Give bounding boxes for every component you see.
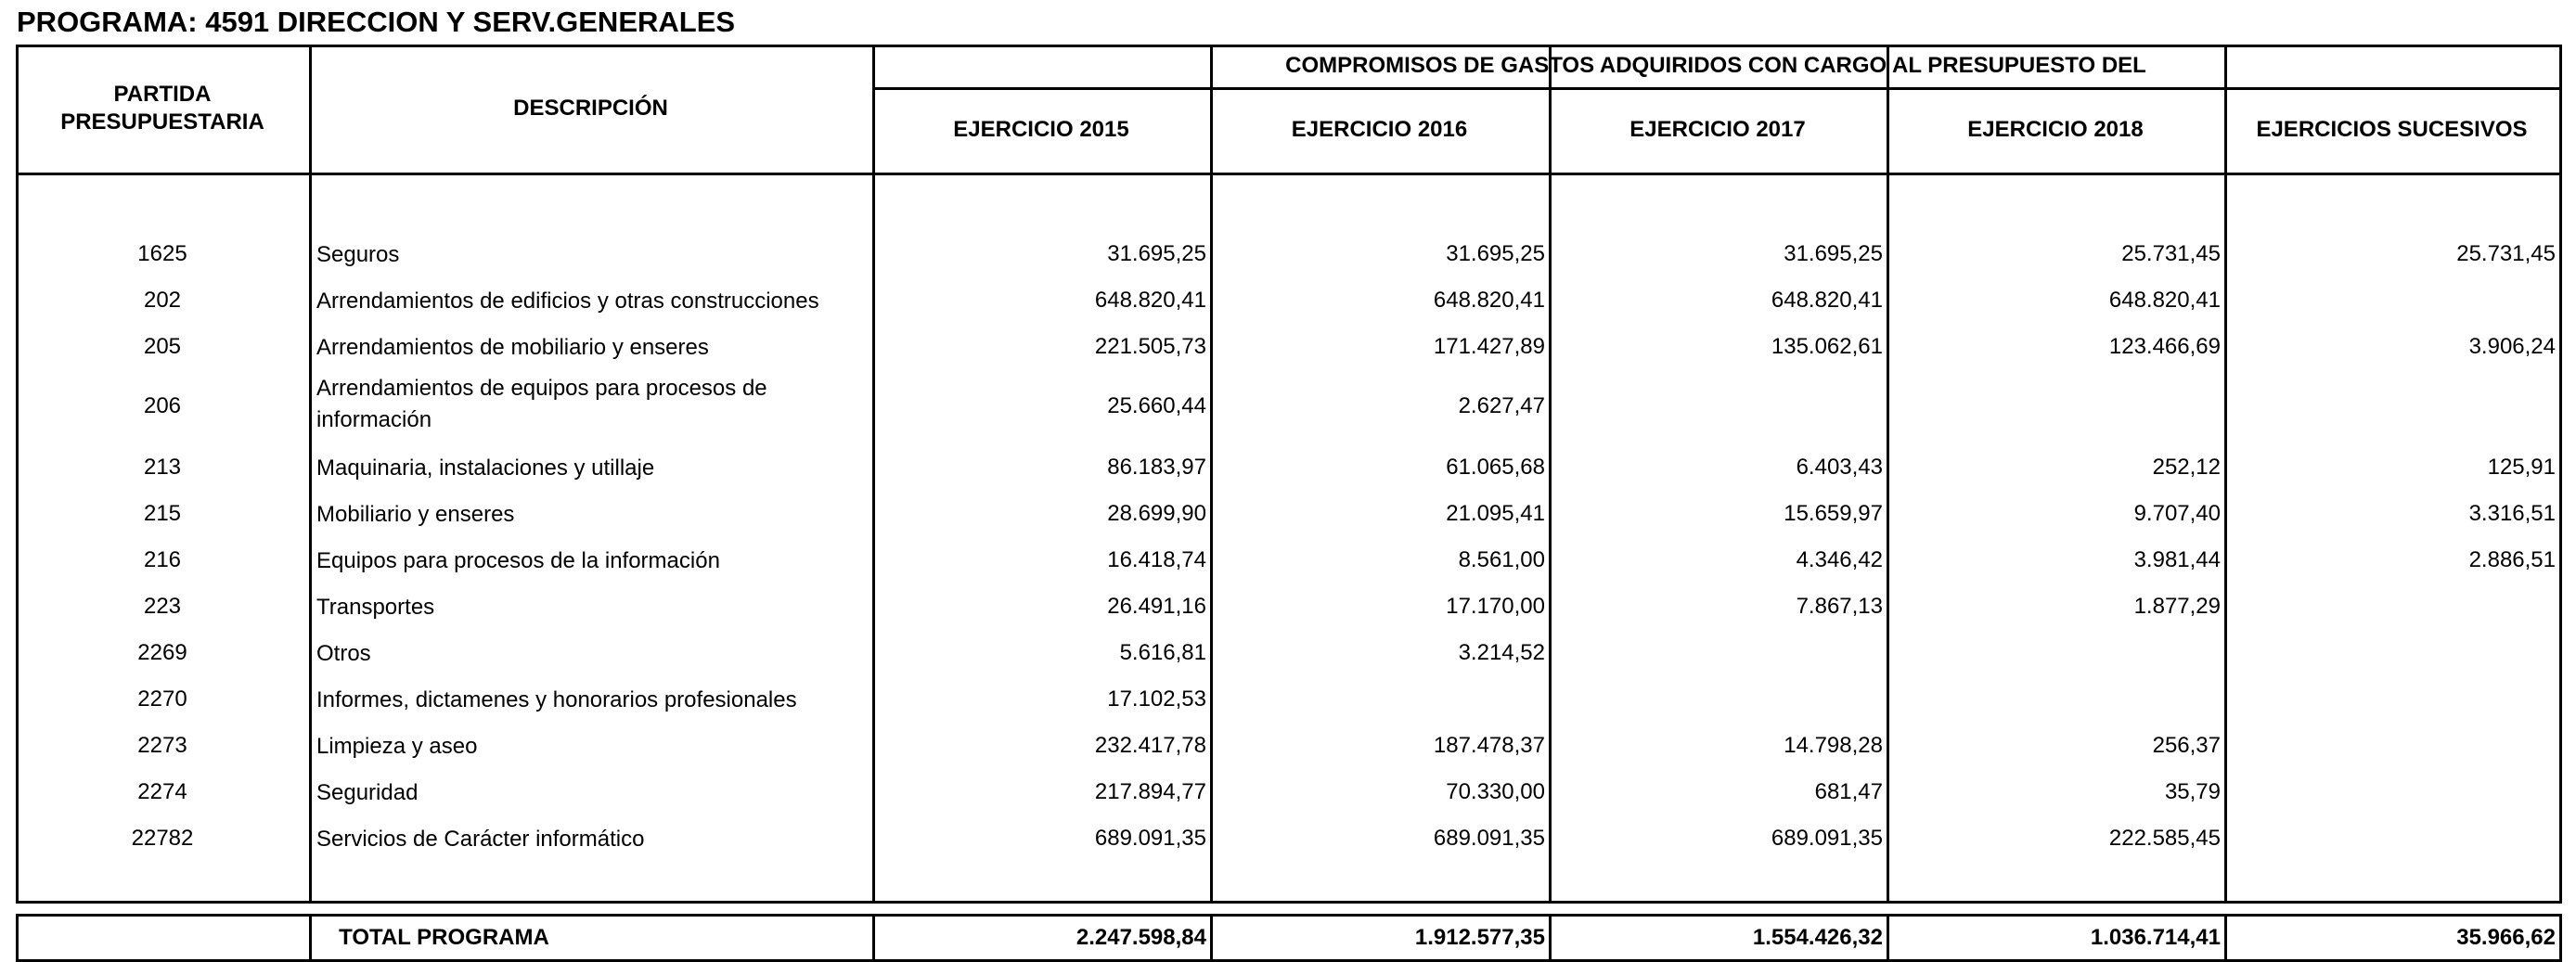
row-value: 135.062,61 [1771,334,1883,359]
row-description: Seguros [316,242,400,267]
row-value: 25.660,44 [1107,393,1206,418]
row-value [2224,822,2559,855]
row-description: Servicios de Carácter informático [316,827,645,852]
row-value: 648.820,41 [2108,288,2221,313]
row-value: 217.894,77 [1094,779,1206,804]
row-value: 123.466,69 [2108,334,2221,359]
row-value: 125,91 [2487,455,2556,480]
row-value: 35,79 [2164,779,2221,804]
total-value: 1.912.577,35 [1414,925,1545,950]
row-value: 232.417,78 [1094,733,1206,758]
row-code: 2273 [137,733,187,758]
row-value: 171.427,89 [1433,334,1545,359]
row-value: 31.695,25 [1107,241,1206,266]
row-description: Seguridad [316,780,419,805]
row-value: 648.820,41 [1771,288,1883,313]
row-description: Maquinaria, instalaciones y utillaje [316,455,655,481]
row-value: 187.478,37 [1433,733,1545,758]
row-value: 7.867,13 [1796,594,1883,619]
row-description: Arrendamientos de edificios y otras construcciones [316,289,819,314]
row-value: 681,47 [1814,779,1883,804]
row-value: 21.095,41 [1446,501,1545,526]
row-code: 205 [143,334,182,359]
row-value: 222.585,45 [2108,826,2221,851]
row-code: 2269 [137,640,187,665]
header-year: EJERCICIO 2018 [1967,117,2144,142]
row-value: 3.214,52 [1458,640,1545,665]
row-code: 202 [143,288,182,313]
row-description: Equipos para procesos de la información [316,548,720,573]
row-value [2224,683,2559,716]
header-year: EJERCICIOS SUCESIVOS [2256,117,2528,142]
row-value: 25.731,45 [2456,241,2556,266]
row-value: 28.699,90 [1107,501,1206,526]
row-value: 26.491,16 [1107,594,1206,619]
row-value: 15.659,97 [1784,501,1883,526]
total-value: 1.036.714,41 [2090,925,2221,950]
row-value [2224,390,2559,423]
header-group: COMPROMISOS DE GASTOS ADQUIRIDOS CON CARGO AL PRESUPUESTO DEL [1285,53,2146,78]
header-descripcion: DESCRIPCIÓN [513,96,668,121]
row-code: 206 [143,393,182,418]
row-description: Arrendamientos de equipos para procesos de información [316,376,767,432]
header-divider [16,173,2562,175]
row-description: Limpieza y aseo [316,734,478,759]
row-value: 2.627,47 [1458,393,1545,418]
row-value: 648.820,41 [1433,288,1545,313]
row-value: 3.906,24 [2468,334,2556,359]
row-description: Arrendamientos de mobiliario y enseres [316,335,709,360]
total-value: 1.554.426,32 [1752,925,1883,950]
row-value: 689.091,35 [1094,826,1206,851]
row-code: 22782 [131,826,194,851]
row-value: 256,37 [2152,733,2221,758]
row-value [1549,683,1887,716]
row-description: Otros [316,641,371,666]
row-description: Mobiliario y enseres [316,502,515,527]
row-value: 9.707,40 [2133,501,2221,526]
row-value [1887,390,2224,423]
row-code: 2270 [137,686,187,712]
row-value: 17.170,00 [1446,594,1545,619]
header-year: EJERCICIO 2017 [1629,117,1806,142]
row-value: 16.418,74 [1107,547,1206,572]
row-value: 31.695,25 [1446,241,1545,266]
row-code: 223 [143,594,182,619]
header-year: EJERCICIO 2016 [1291,117,1468,142]
row-value [1887,636,2224,670]
header-year: EJERCICIO 2015 [953,117,1129,142]
row-value: 70.330,00 [1446,779,1545,804]
row-value [1549,390,1887,423]
row-description: Transportes [316,595,435,620]
row-code: 1625 [137,241,187,266]
row-value: 6.403,43 [1796,455,1883,480]
row-description: Informes, dictamenes y honorarios profesionales [316,687,797,712]
row-code: 215 [143,501,182,526]
header-partida: PARTIDA PRESUPUESTARIA [60,82,264,135]
row-value [2224,729,2559,763]
row-value: 252,12 [2152,455,2221,480]
row-code: 216 [143,547,182,572]
row-value: 3.981,44 [2133,547,2221,572]
row-value [1887,683,2224,716]
row-value [1549,636,1887,670]
row-value: 61.065,68 [1446,455,1545,480]
row-value: 2.886,51 [2468,547,2556,572]
row-value: 14.798,28 [1784,733,1883,758]
total-value: 2.247.598,84 [1075,925,1206,950]
row-value: 25.731,45 [2121,241,2221,266]
row-value: 8.561,00 [1458,547,1545,572]
row-value: 86.183,97 [1107,455,1206,480]
row-value: 3.316,51 [2468,501,2556,526]
row-value [2224,636,2559,670]
row-value [1210,683,1549,716]
row-value: 221.505,73 [1094,334,1206,359]
page-title: PROGRAMA: 4591 DIRECCION Y SERV.GENERALES [17,6,736,38]
row-value: 5.616,81 [1119,640,1206,665]
row-value: 689.091,35 [1771,826,1883,851]
row-code: 213 [143,455,182,480]
row-value [2224,776,2559,809]
total-label: TOTAL PROGRAMA [339,925,549,950]
row-value: 17.102,53 [1107,686,1206,712]
row-value: 689.091,35 [1433,826,1545,851]
total-value: 35.966,62 [2456,925,2556,950]
row-value [2224,284,2559,317]
row-value: 1.877,29 [2133,594,2221,619]
row-value: 648.820,41 [1094,288,1206,313]
row-value: 31.695,25 [1784,241,1883,266]
row-value [2224,590,2559,623]
row-code: 2274 [137,779,187,804]
row-value: 4.346,42 [1796,547,1883,572]
